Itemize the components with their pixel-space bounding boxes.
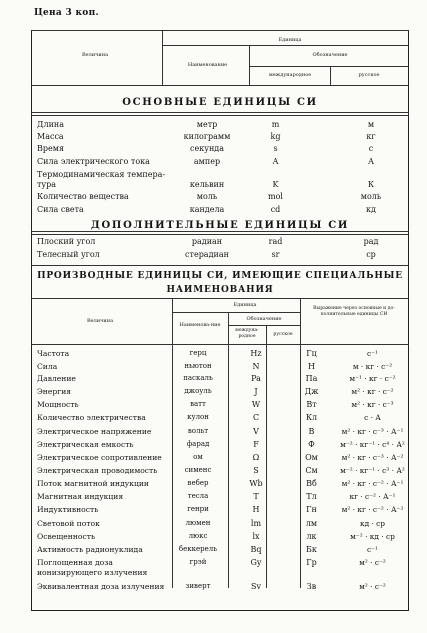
table-row (31, 192, 409, 205)
unit-name-cell: люкс (188, 532, 208, 540)
si-expression-cell: м⁻² · кг⁻¹ · с⁴ · А² (340, 440, 405, 449)
unit-name-cell: метр (196, 120, 218, 129)
quantity-cell: Поглощенная доза (37, 558, 113, 567)
russian-symbol-cell: Гн (306, 505, 317, 514)
russian-symbol-cell: моль (360, 192, 382, 201)
unit-name-cell: тесла (187, 492, 209, 500)
russian-symbol-cell: с (368, 144, 374, 153)
russian-symbol-cell: Зв (306, 582, 317, 591)
russian-symbol-cell: Ом (305, 453, 318, 462)
quantity-cell: ионизирующего излучения (37, 568, 148, 577)
intl-symbol-cell: T (253, 492, 259, 501)
quantity-cell: Сила света (37, 205, 84, 214)
intl-symbol-cell: V (253, 427, 259, 436)
unit-name-cell: килограмм (183, 132, 231, 141)
russian-symbol-cell: В (308, 427, 315, 436)
intl-symbol-cell: H (252, 505, 260, 514)
table-row (31, 144, 409, 157)
intl-symbol-cell: rad (268, 237, 283, 246)
table-row (31, 237, 409, 250)
si-expression-cell: с⁻¹ (366, 545, 378, 554)
unit-name-cell: секунда (190, 144, 224, 153)
si-expression-cell: м² · кг · с⁻² (351, 387, 394, 396)
header2-quantity: Величина (86, 318, 114, 324)
russian-symbol-cell: м (367, 120, 375, 129)
header2-name: Наименова-ние (179, 322, 221, 328)
table-row (31, 582, 409, 595)
intl-symbol-cell: mol (268, 192, 283, 201)
russian-symbol-cell: лк (306, 532, 317, 541)
quantity-cell: Световой поток (37, 519, 100, 528)
unit-name-cell: кандела (189, 205, 225, 214)
quantity-cell: Мощность (37, 400, 79, 409)
table-row (31, 250, 409, 263)
unit-name-cell: ампер (193, 157, 221, 166)
unit-name-cell: грэй (189, 558, 207, 566)
si-expression-cell: кг · с⁻² · А⁻¹ (349, 492, 396, 501)
unit-name-cell: герц (189, 349, 207, 357)
si-expression-cell: кд · ср (359, 519, 386, 528)
quantity-cell: Давление (37, 374, 76, 383)
unit-name-cell: зиверт (185, 582, 211, 590)
header2-expr: Выражение через основные и до-полнительные единицы СИ (313, 306, 395, 317)
quantity-cell: Телесный угол (37, 250, 100, 259)
russian-symbol-cell: кг (366, 132, 376, 141)
unit-name-cell: вольт (187, 427, 209, 435)
table-row (31, 505, 409, 518)
unit-name-cell: ватт (190, 400, 206, 408)
table-row (31, 545, 409, 558)
unit-name-cell: беккерель (178, 545, 218, 553)
si-expression-cell: с · А (364, 413, 381, 422)
si-expression-cell: м · кг · с⁻² (352, 362, 393, 371)
header-intl: международное (268, 72, 312, 78)
russian-symbol-cell: Н (308, 362, 315, 371)
unit-name-cell: фарад (186, 440, 210, 448)
quantity-cell: Электрическое напряжение (37, 427, 152, 436)
header-name: Наименование (187, 62, 228, 68)
intl-symbol-cell: Wb (249, 479, 263, 488)
table-row (31, 387, 409, 400)
table-row (31, 519, 409, 532)
unit-name-cell: сименс (184, 466, 212, 474)
intl-symbol-cell: cd (270, 205, 281, 214)
table-row (31, 479, 409, 492)
quantity-cell: Длина (37, 120, 65, 129)
unit-name-cell: кельвин (189, 180, 225, 189)
header-designation: Обозначение (312, 52, 348, 58)
russian-symbol-cell: Ф (308, 440, 315, 449)
si-expression-cell: м⁻¹ · кг · с⁻² (349, 374, 396, 383)
divider (31, 112, 409, 116)
quantity-cell: Масса (37, 132, 64, 141)
section-title-additional: ДОПОЛНИТЕЛЬНЫЕ ЕДИНИЦЫ СИ (90, 220, 350, 231)
quantity-cell: Количество электричества (37, 413, 146, 422)
unit-name-cell: люмен (185, 519, 211, 527)
section-title-base: ОСНОВНЫЕ ЕДИНИЦЫ СИ (122, 97, 318, 108)
russian-symbol-cell: лм (305, 519, 318, 528)
intl-symbol-cell: s (273, 144, 278, 153)
section-title-derived-2: НАИМЕНОВАНИЯ (166, 285, 274, 295)
table-row (31, 157, 409, 170)
unit-name-cell: моль (196, 192, 218, 201)
intl-symbol-cell: kg (270, 132, 281, 141)
russian-symbol-cell: рад (363, 237, 379, 246)
quantity-cell: Время (37, 144, 65, 153)
header2-unit: Единица (233, 302, 257, 308)
header2-designation: Обозначение (246, 316, 282, 322)
quantity-cell: Термодинамическая темпера- (37, 170, 166, 179)
unit-name-cell: радиан (191, 237, 223, 246)
russian-symbol-cell: Тл (306, 492, 317, 501)
price-label: Цена 3 коп. (34, 8, 99, 18)
header-quantity: Величина (81, 52, 109, 58)
russian-symbol-cell: См (305, 466, 318, 475)
russian-symbol-cell: Гр (306, 558, 317, 567)
intl-symbol-cell: Gy (250, 558, 262, 567)
table-row (31, 453, 409, 466)
quantity-cell: Освещенность (37, 532, 96, 541)
intl-symbol-cell: Bq (250, 545, 262, 554)
quantity-cell: Сила (37, 362, 58, 371)
si-expression-cell: м² · с⁻² (359, 582, 386, 591)
table-row (31, 440, 409, 453)
unit-name-cell: паскаль (183, 374, 213, 382)
si-expression-cell: м² · кг · с⁻² · А⁻¹ (341, 479, 404, 488)
intl-symbol-cell: A (272, 157, 279, 166)
russian-symbol-cell: Кл (305, 413, 318, 422)
si-expression-cell: м² · кг · с⁻³ · А⁻² (341, 453, 404, 462)
quantity-cell: Индуктивность (37, 505, 99, 514)
intl-symbol-cell: N (252, 362, 260, 371)
si-expression-cell: м² · кг · с⁻³ (351, 400, 394, 409)
quantity-cell: Магнитная индукция (37, 492, 124, 501)
table-row (31, 532, 409, 545)
quantity-cell: Активность радионуклида (37, 545, 143, 554)
intl-symbol-cell: m (271, 120, 280, 129)
si-expression-cell: м⁻² · кд · ср (350, 532, 395, 541)
table-row (31, 400, 409, 413)
intl-symbol-cell: sr (271, 250, 280, 259)
table-row (31, 427, 409, 440)
russian-symbol-cell: Бк (306, 545, 317, 554)
intl-symbol-cell: W (251, 400, 261, 409)
intl-symbol-cell: F (253, 440, 259, 449)
quantity-cell: Частота (37, 349, 70, 358)
quantity-cell: тура (37, 180, 57, 189)
table-row (31, 349, 409, 362)
si-expression-cell: м² · с⁻² (359, 558, 386, 567)
si-expression-cell: с⁻¹ (366, 349, 378, 358)
unit-name-cell: джоуль (184, 387, 212, 395)
table-row (31, 374, 409, 387)
russian-symbol-cell: Вб (306, 479, 317, 488)
russian-symbol-cell: Вт (306, 400, 317, 409)
intl-symbol-cell: lx (252, 532, 260, 541)
intl-symbol-cell: S (253, 466, 259, 475)
quantity-cell: Сила электрического тока (37, 157, 150, 166)
divider (31, 231, 409, 235)
intl-symbol-cell: C (252, 413, 260, 422)
table-row (31, 568, 409, 581)
header-unit: Единица (278, 37, 302, 43)
russian-symbol-cell: Гц (306, 349, 317, 358)
table-row (31, 492, 409, 505)
intl-symbol-cell: Pa (251, 374, 261, 383)
unit-name-cell: генри (187, 505, 209, 513)
header2-russian: русское (273, 332, 293, 337)
quantity-cell: Электрическая проводимость (37, 466, 158, 475)
quantity-cell: Эквивалентная доза излучения (37, 582, 165, 591)
quantity-cell: Поток магнитной индукции (37, 479, 149, 488)
header-russian: русское (358, 72, 380, 78)
russian-symbol-cell: А (367, 157, 375, 166)
russian-symbol-cell: Па (305, 374, 318, 383)
unit-name-cell: кулон (187, 413, 209, 421)
table-row (31, 205, 409, 218)
russian-symbol-cell: К (367, 180, 375, 189)
intl-symbol-cell: Sv (251, 582, 261, 591)
quantity-cell: Плоский угол (37, 237, 96, 246)
header2-intl: междуна-родное (235, 328, 259, 339)
intl-symbol-cell: K (272, 180, 279, 189)
table-row (31, 413, 409, 426)
quantity-cell: Количество вещества (37, 192, 129, 201)
russian-symbol-cell: ср (366, 250, 376, 259)
intl-symbol-cell: Ω (252, 453, 260, 462)
russian-symbol-cell: Дж (304, 387, 319, 396)
quantity-cell: Электрическое сопротивление (37, 453, 162, 462)
si-expression-cell: м² · кг · с⁻² · А⁻² (341, 505, 404, 514)
quantity-cell: Энергия (37, 387, 72, 396)
section-title-derived-1: ПРОИЗВОДНЫЕ ЕДИНИЦЫ СИ, ИМЕЮЩИЕ СПЕЦИАЛЬНЫЕ (37, 271, 403, 281)
unit-name-cell: вебер (187, 479, 209, 487)
russian-symbol-cell: кд (366, 205, 376, 214)
si-expression-cell: м² · кг · с⁻³ · А⁻¹ (341, 427, 404, 436)
intl-symbol-cell: J (254, 387, 258, 396)
unit-name-cell: ом (193, 453, 203, 461)
si-expression-cell: м⁻² · кг⁻¹ · с³ · А² (340, 466, 405, 475)
table-row (31, 466, 409, 479)
quantity-cell: Электрическая емкость (37, 440, 134, 449)
unit-name-cell: стерадиан (185, 250, 229, 259)
unit-name-cell: ньютон (184, 362, 212, 370)
intl-symbol-cell: Hz (250, 349, 262, 358)
intl-symbol-cell: lm (250, 519, 262, 528)
